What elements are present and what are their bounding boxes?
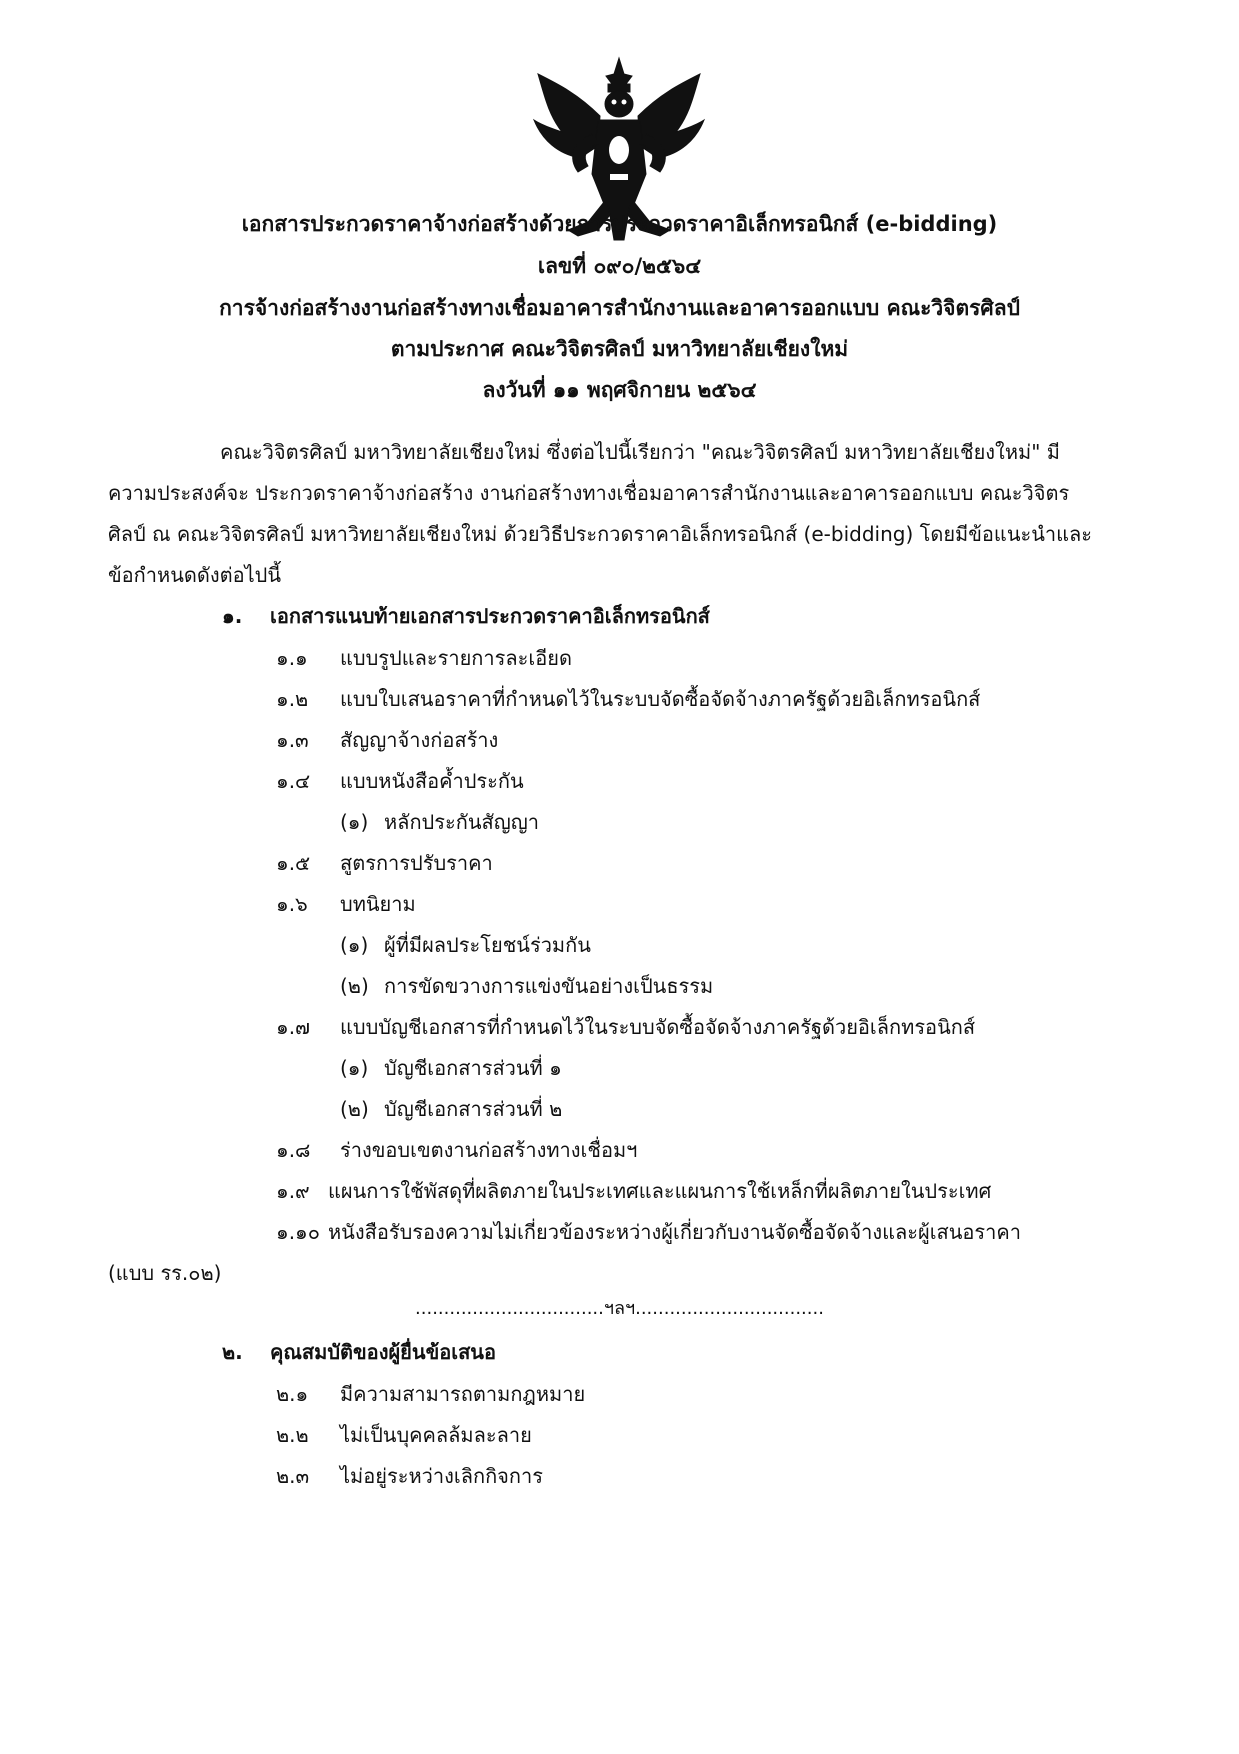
intro-line-3: ศิลป์ ณ คณะวิจิตรศิลป์ มหาวิทยาลัยเชียงใหม่ ด้วยวิธีประกวดราคาอิเล็กทรอนิกส์ (e-bidding) โดยมีข้อแนะนำและ [108, 522, 1093, 546]
list-item: สูตรการปรับราคา [340, 851, 493, 875]
sub-item-number: (๑) [340, 810, 369, 834]
list-item: แบบหนังสือค้ำประกัน [340, 769, 524, 793]
list-item-number: ๒.๒ [276, 1423, 309, 1447]
omission-separator: .................................ฯลฯ................................. [415, 1298, 824, 1319]
document-date: ลงวันที่ ๑๑ พฤศจิกายน ๒๕๖๔ [482, 378, 757, 402]
sub-item: หลักประกันสัญญา [384, 810, 540, 834]
section-1-number: ๑. [222, 604, 243, 628]
section-2-number: ๒. [222, 1340, 243, 1364]
list-item: ร่างขอบเขตงานก่อสร้างทางเชื่อมฯ [340, 1138, 638, 1162]
list-item-number: ๑.๓ [276, 728, 309, 752]
sub-item-number: (๑) [340, 1056, 369, 1080]
sub-item-number: (๒) [340, 974, 369, 998]
list-item: แบบรูปและรายการละเอียด [340, 646, 572, 670]
list-item-number: ๑.๖ [276, 892, 308, 916]
sub-item-number: (๑) [340, 933, 369, 957]
document-title: เอกสารประกวดราคาจ้างก่อสร้างด้วยการประกวดราคาอิเล็กทรอนิกส์ (e-bidding) [241, 212, 998, 236]
sub-item: บัญชีเอกสารส่วนที่ ๑ [384, 1056, 562, 1080]
list-item: ไม่เป็นบุคคลล้มละลาย [340, 1423, 532, 1447]
intro-line-4: ข้อกำหนดดังต่อไปนี้ [108, 563, 282, 587]
list-item: แผนการใช้พัสดุที่ผลิตภายในประเทศและแผนการใช้เหล็กที่ผลิตภายในประเทศ [328, 1179, 992, 1203]
list-item: หนังสือรับรองความไม่เกี่ยวข้องระหว่างผู้เกี่ยวกับงานจัดซื้อจัดจ้างและผู้เสนอราคา [328, 1220, 1022, 1244]
section-1-title: เอกสารแนบท้ายเอกสารประกวดราคาอิเล็กทรอนิกส์ [270, 604, 710, 628]
list-item: มีความสามารถตามกฎหมาย [340, 1382, 586, 1406]
announcement-line: ตามประกาศ คณะวิจิตรศิลป์ มหาวิทยาลัยเชียงใหม่ [390, 337, 849, 361]
project-title: การจ้างก่อสร้างงานก่อสร้างทางเชื่อมอาคารสำนักงานและอาคารออกแบบ คณะวิจิตรศิลป์ [219, 296, 1020, 320]
sub-item: บัญชีเอกสารส่วนที่ ๒ [384, 1097, 563, 1121]
list-item-number: ๑.๑๐ [276, 1220, 320, 1244]
list-item-number: ๒.๓ [276, 1464, 310, 1488]
list-item-continuation: (แบบ รร.๐๒) [108, 1261, 222, 1285]
list-item: ไม่อยู่ระหว่างเลิกกิจการ [340, 1464, 543, 1488]
list-item: แบบใบเสนอราคาที่กำหนดไว้ในระบบจัดซื้อจัดจ้างภาครัฐด้วยอิเล็กทรอนิกส์ [340, 687, 981, 711]
list-item: สัญญาจ้างก่อสร้าง [340, 728, 499, 752]
list-item-number: ๑.๙ [276, 1179, 310, 1203]
sub-item-number: (๒) [340, 1097, 369, 1121]
list-item-number: ๑.๗ [276, 1015, 311, 1039]
list-item: แบบบัญชีเอกสารที่กำหนดไว้ในระบบจัดซื้อจัดจ้างภาครัฐด้วยอิเล็กทรอนิกส์ [340, 1015, 976, 1039]
sub-item: การขัดขวางการแข่งขันอย่างเป็นธรรม [384, 974, 714, 998]
document-number: เลขที่ ๐๙๐/๒๕๖๔ [537, 254, 702, 278]
sub-item: ผู้ที่มีผลประโยชน์ร่วมกัน [384, 933, 591, 957]
section-2-title: คุณสมบัติของผู้ยื่นข้อเสนอ [270, 1340, 496, 1364]
intro-line-2: ความประสงค์จะ ประกวดราคาจ้างก่อสร้าง งานก่อสร้างทางเชื่อมอาคารสำนักงานและอาคารออกแบบ คณะวิจิตร [108, 481, 1070, 505]
list-item-number: ๑.๕ [276, 851, 311, 875]
list-item: บทนิยาม [340, 892, 416, 916]
list-item-number: ๑.๔ [276, 769, 311, 793]
list-item-number: ๑.๑ [276, 646, 308, 670]
list-item-number: ๑.๘ [276, 1138, 311, 1162]
intro-line-1: คณะวิจิตรศิลป์ มหาวิทยาลัยเชียงใหม่ ซึ่งต่อไปนี้เรียกว่า "คณะวิจิตรศิลป์ มหาวิทยาลัยเชียงใหม่" มี [220, 440, 1060, 464]
list-item-number: ๒.๑ [276, 1382, 309, 1406]
list-item-number: ๑.๒ [276, 687, 309, 711]
